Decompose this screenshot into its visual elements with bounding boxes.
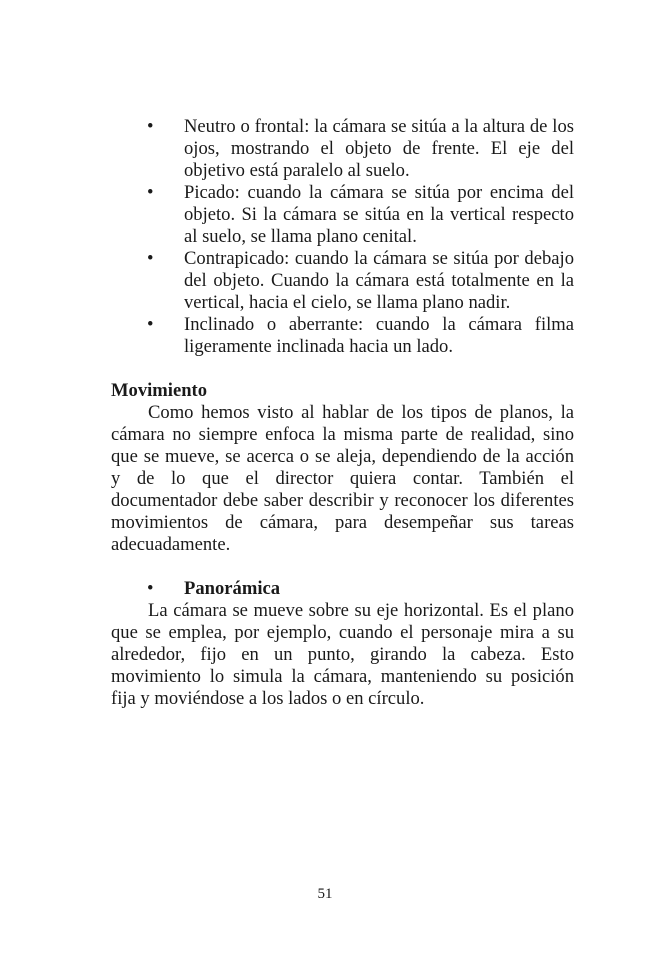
subsection-paragraph: La cámara se mueve sobre su eje horizontal. Es el plano que se emplea, por ejemplo, cuando el personaje mira a su alrededor, fijo en un punto, girando la cabeza. Esto movimiento lo simula la cámara, manteniendo su posición fija y moviéndose a los lados o en círculo.	[111, 600, 574, 709]
list-item: • Contrapicado: cuando la cámara se sitúa por debajo del objeto. Cuando la cámara está totalmente en la vertical, hacia el cielo, se llama plano nadir.	[111, 248, 574, 314]
page-body	[111, 116, 574, 710]
section-heading: Movimiento	[111, 380, 208, 401]
camera-angle-list	[111, 116, 574, 358]
subsection-heading: • Panorámica	[111, 578, 574, 600]
list-item: • Inclinado o aberrante: cuando la cámara filma ligeramente inclinada hacia un lado.	[111, 314, 574, 358]
page-number: 51	[317, 886, 333, 902]
list-item: • Neutro o frontal: la cámara se sitúa a la altura de los ojos, mostrando el objeto de frente. El eje del objetivo está paralelo al suelo.	[111, 116, 574, 182]
list-item: • Picado: cuando la cámara se sitúa por encima del objeto. Si la cámara se sitúa en la vertical respecto al suelo, se llama plano cenital.	[111, 182, 574, 248]
section-paragraph: Como hemos visto al hablar de los tipos de planos, la cámara no siempre enfoca la misma parte de realidad, sino que se mueve, se acerca o se aleja, dependiendo de la acción y de lo que el director quiera contar. También el documentador debe saber describir y reconocer los diferentes movimientos de cámara, para desempeñar sus tareas adecuadamente.	[111, 402, 574, 555]
